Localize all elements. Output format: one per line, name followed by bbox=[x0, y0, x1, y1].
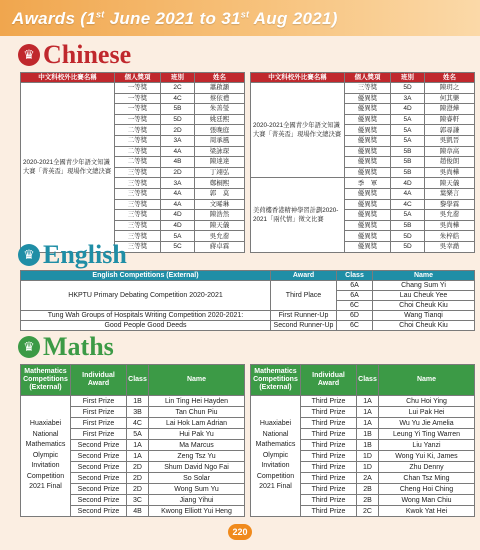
class-cell: 1D bbox=[357, 451, 379, 462]
award-cell: Second Prize bbox=[71, 495, 127, 506]
name-cell: Zhu Denny bbox=[379, 462, 475, 473]
name-cell: Hui Pak Yu bbox=[149, 429, 245, 440]
page-title: Awards (1st June 2021 to 31st Aug 2021) bbox=[12, 9, 338, 28]
award-cell: 三等獎 bbox=[115, 231, 161, 242]
name-cell: Kwok Yat Hei bbox=[379, 506, 475, 517]
award-cell: 優異獎 bbox=[345, 104, 391, 115]
name-cell: 陳睿軒 bbox=[425, 114, 475, 125]
class-cell: 5D bbox=[391, 231, 425, 242]
name-cell: Lai Hok Lam Adrian bbox=[149, 418, 245, 429]
class-cell: 1B bbox=[357, 440, 379, 451]
class-cell: 5A bbox=[161, 231, 195, 242]
col-competition: 中文科校外比賽名稱 bbox=[251, 73, 345, 83]
name-cell: 陳達達 bbox=[195, 157, 245, 168]
class-cell: 3B bbox=[127, 407, 149, 418]
award-cell: First Prize bbox=[71, 407, 127, 418]
competition-name: 2020-2021全國青少年語文知識大賽「菁英盃」現場作文總決賽 bbox=[21, 83, 115, 253]
name-cell: 朱善瑩 bbox=[195, 104, 245, 115]
class-cell: 4A bbox=[391, 188, 425, 199]
award-cell: 二等獎 bbox=[115, 157, 161, 168]
col-competition: 中文科校外比賽名稱 bbox=[21, 73, 115, 83]
competition-name: Huaxiabei National Mathematics Olympic Invitation Competition 2021 Final bbox=[21, 396, 71, 517]
award-cell: Second Runner-Up bbox=[271, 321, 337, 331]
award-cell: Third Prize bbox=[301, 473, 357, 484]
award-cell: Third Prize bbox=[301, 407, 357, 418]
col-name: Name bbox=[379, 365, 475, 396]
class-cell: 5C bbox=[161, 241, 195, 252]
class-cell: 3A bbox=[161, 135, 195, 146]
class-cell: 2C bbox=[161, 83, 195, 94]
name-cell: Cheng Hoi Ching bbox=[379, 484, 475, 495]
name-cell: Lau Cheuk Yee bbox=[373, 291, 475, 301]
award-cell: 一等獎 bbox=[115, 83, 161, 94]
name-cell: 丁翊弘 bbox=[195, 167, 245, 178]
col-name: 姓名 bbox=[425, 73, 475, 83]
name-cell: 陳韋高 bbox=[425, 146, 475, 157]
col-class: Class bbox=[357, 365, 379, 396]
name-cell: 何其樂 bbox=[425, 93, 475, 104]
name-cell: Lin Ting Hei Hayden bbox=[149, 396, 245, 407]
name-cell: 吳凱晉 bbox=[425, 135, 475, 146]
award-cell: 優異獎 bbox=[345, 114, 391, 125]
table-header-row bbox=[251, 73, 475, 83]
name-cell: Zeng Tsz Yu bbox=[149, 451, 245, 462]
class-cell: 2D bbox=[161, 125, 195, 136]
class-cell: 3A bbox=[391, 93, 425, 104]
name-cell: 陳澄燁 bbox=[425, 104, 475, 115]
maths-section-heading bbox=[18, 333, 114, 361]
class-cell: 2D bbox=[127, 473, 149, 484]
award-cell: Second Prize bbox=[71, 506, 127, 517]
competition-name: HKPTU Primary Debating Competition 2020-2021 bbox=[21, 281, 271, 311]
name-cell: Wang Tianqi bbox=[373, 311, 475, 321]
award-cell: 一等獎 bbox=[115, 93, 161, 104]
name-cell: 朱梓皓 bbox=[425, 231, 475, 242]
class-cell: 3C bbox=[127, 495, 149, 506]
award-cell: First Prize bbox=[71, 396, 127, 407]
award-cell: Third Prize bbox=[301, 418, 357, 429]
class-cell: 1D bbox=[357, 462, 379, 473]
name-cell: 吳允蕎 bbox=[195, 231, 245, 242]
class-cell: 4D bbox=[391, 178, 425, 189]
award-cell: 優異獎 bbox=[345, 125, 391, 136]
award-cell: 季 軍 bbox=[345, 178, 391, 189]
class-cell: 5D bbox=[391, 83, 425, 94]
award-cell: 一等獎 bbox=[115, 104, 161, 115]
class-cell: 2D bbox=[161, 167, 195, 178]
class-cell: 6C bbox=[337, 301, 373, 311]
name-cell: 張晚庭 bbox=[195, 125, 245, 136]
maths-table-right bbox=[250, 364, 474, 517]
name-cell: Choi Cheuk Kiu bbox=[373, 321, 475, 331]
col-name: 姓名 bbox=[195, 73, 245, 83]
name-cell: 吳幸澔 bbox=[425, 241, 475, 252]
name-cell: 趙俊朗 bbox=[425, 157, 475, 168]
competition-name: 美荷樓香港精神學習計劃2020-2021「兩代情」徵文比賽 bbox=[251, 178, 345, 252]
page-number: 220 bbox=[228, 524, 252, 540]
class-cell: 6C bbox=[337, 321, 373, 331]
award-cell: 二等獎 bbox=[115, 146, 161, 157]
name-cell: Liu Yanzi bbox=[379, 440, 475, 451]
award-cell: Third Prize bbox=[301, 429, 357, 440]
competition-name: Good People Good Deeds bbox=[21, 321, 271, 331]
class-cell: 4C bbox=[391, 199, 425, 210]
class-cell: 4B bbox=[161, 157, 195, 168]
award-cell: 三等獎 bbox=[115, 178, 161, 189]
trophy-icon: ♛ bbox=[18, 336, 40, 358]
maths-table-left bbox=[20, 364, 244, 517]
class-cell: 1B bbox=[357, 429, 379, 440]
award-cell: Third Place bbox=[271, 281, 337, 311]
class-cell: 6A bbox=[337, 291, 373, 301]
award-cell: 三等獎 bbox=[115, 199, 161, 210]
class-cell: 5A bbox=[391, 125, 425, 136]
award-cell: 優異獎 bbox=[345, 157, 391, 168]
class-cell: 4A bbox=[161, 146, 195, 157]
col-competition: English Competitions (External) bbox=[21, 271, 271, 281]
award-cell: 二等獎 bbox=[115, 135, 161, 146]
name-cell: 吳允蕎 bbox=[425, 210, 475, 221]
competition-name: Tung Wah Groups of Hospitals Writing Competition 2020-2021: bbox=[21, 311, 271, 321]
award-cell: 優異獎 bbox=[345, 220, 391, 231]
award-cell: 三等獎 bbox=[115, 210, 161, 221]
name-cell: 郭尋謙 bbox=[425, 125, 475, 136]
name-cell: 葉樂言 bbox=[425, 188, 475, 199]
class-cell: 1A bbox=[357, 418, 379, 429]
name-cell: Wu Yu Jie Amelia bbox=[379, 418, 475, 429]
name-cell: Choi Cheuk Kiu bbox=[373, 301, 475, 311]
award-cell: 優異獎 bbox=[345, 146, 391, 157]
class-cell: 5B bbox=[391, 167, 425, 178]
name-cell: 郭 莫 bbox=[195, 188, 245, 199]
chinese-section-heading bbox=[18, 41, 131, 69]
name-cell: 陳浩然 bbox=[195, 210, 245, 221]
award-cell: First Prize bbox=[71, 418, 127, 429]
class-cell: 1A bbox=[127, 440, 149, 451]
name-cell: Jiang Yihui bbox=[149, 495, 245, 506]
english-table bbox=[20, 270, 474, 331]
award-cell: 三等獎 bbox=[115, 167, 161, 178]
class-cell: 6D bbox=[337, 311, 373, 321]
award-cell: Third Prize bbox=[301, 495, 357, 506]
award-cell: Third Prize bbox=[301, 396, 357, 407]
award-cell: Second Prize bbox=[71, 451, 127, 462]
table-row bbox=[251, 178, 475, 189]
class-cell: 2D bbox=[127, 462, 149, 473]
name-cell: Wong Sum Yu bbox=[149, 484, 245, 495]
name-cell: 周承風 bbox=[195, 135, 245, 146]
class-cell: 3A bbox=[161, 178, 195, 189]
name-cell: 陳天儀 bbox=[425, 178, 475, 189]
award-cell: 三等獎 bbox=[115, 220, 161, 231]
name-cell: 蔡依禮 bbox=[195, 93, 245, 104]
class-cell: 5D bbox=[391, 241, 425, 252]
col-competition: Mathematics Competitions (External) bbox=[251, 365, 301, 396]
col-name: Name bbox=[149, 365, 245, 396]
class-cell: 4C bbox=[161, 93, 195, 104]
name-cell: 陳天儀 bbox=[195, 220, 245, 231]
table-row bbox=[251, 396, 475, 407]
award-cell: Second Prize bbox=[71, 473, 127, 484]
table-header-row bbox=[21, 73, 245, 83]
col-competition: Mathematics Competitions (External) bbox=[21, 365, 71, 396]
name-cell: 鄭桐熙 bbox=[195, 178, 245, 189]
name-cell: Kwong Elliott Yui Heng bbox=[149, 506, 245, 517]
class-cell: 5A bbox=[127, 429, 149, 440]
col-award: 個人獎項 bbox=[345, 73, 391, 83]
class-cell: 2D bbox=[127, 484, 149, 495]
name-cell: So Solar bbox=[149, 473, 245, 484]
name-cell: 黎學霖 bbox=[425, 199, 475, 210]
award-cell: Third Prize bbox=[301, 440, 357, 451]
table-header-row bbox=[21, 271, 475, 281]
class-cell: 4B bbox=[127, 506, 149, 517]
class-cell: 5B bbox=[161, 104, 195, 115]
col-award: Individual Award bbox=[71, 365, 127, 396]
class-cell: 2A bbox=[357, 473, 379, 484]
name-cell: Chan Tsz Ming bbox=[379, 473, 475, 484]
class-cell: 2B bbox=[357, 495, 379, 506]
col-class: Class bbox=[127, 365, 149, 396]
award-cell: 優異獎 bbox=[345, 231, 391, 242]
award-cell: 一等獎 bbox=[115, 114, 161, 125]
award-cell: First Runner-Up bbox=[271, 311, 337, 321]
class-cell: 5B bbox=[391, 220, 425, 231]
award-cell: 優異獎 bbox=[345, 93, 391, 104]
table-row bbox=[21, 396, 245, 407]
competition-name: 2020-2021全國青少年語文知識大賽「菁英盃」現場作文總決賽 bbox=[251, 83, 345, 178]
header-banner bbox=[0, 0, 480, 36]
name-cell: 吳尚樺 bbox=[425, 220, 475, 231]
class-cell: 4A bbox=[161, 199, 195, 210]
col-award: Individual Award bbox=[301, 365, 357, 396]
table-row bbox=[21, 321, 475, 331]
award-cell: 優異獎 bbox=[345, 167, 391, 178]
award-cell: 三等獎 bbox=[345, 83, 391, 94]
trophy-icon: ♛ bbox=[18, 244, 40, 266]
name-cell: Lui Pak Hei bbox=[379, 407, 475, 418]
name-cell: 梁詠琛 bbox=[195, 146, 245, 157]
col-class: 班別 bbox=[161, 73, 195, 83]
competition-name: Huaxiabei National Mathematics Olympic Invitation Competition 2021 Final bbox=[251, 396, 301, 517]
class-cell: 1B bbox=[127, 396, 149, 407]
class-cell: 4D bbox=[391, 104, 425, 115]
name-cell: Wong Yui Ki, James bbox=[379, 451, 475, 462]
name-cell: Wong Man Chiu bbox=[379, 495, 475, 506]
class-cell: 5B bbox=[391, 157, 425, 168]
class-cell: 4C bbox=[127, 418, 149, 429]
class-cell: 5D bbox=[161, 114, 195, 125]
award-cell: 二等獎 bbox=[115, 125, 161, 136]
award-cell: 優異獎 bbox=[345, 135, 391, 146]
class-cell: 4D bbox=[161, 220, 195, 231]
class-cell: 5A bbox=[391, 135, 425, 146]
award-cell: Second Prize bbox=[71, 484, 127, 495]
col-award: 個人獎項 bbox=[115, 73, 161, 83]
award-cell: First Prize bbox=[71, 429, 127, 440]
class-cell: 1A bbox=[357, 396, 379, 407]
chinese-table-left bbox=[20, 72, 244, 253]
maths-title: Maths bbox=[43, 332, 114, 361]
table-row bbox=[251, 83, 475, 94]
award-cell: Third Prize bbox=[301, 451, 357, 462]
trophy-icon: ♛ bbox=[18, 44, 40, 66]
class-cell: 4D bbox=[161, 210, 195, 221]
name-cell: Chu Hoi Ying bbox=[379, 396, 475, 407]
name-cell: Ma Marcus bbox=[149, 440, 245, 451]
col-name: Name bbox=[373, 271, 475, 281]
table-header-row bbox=[251, 365, 475, 396]
award-cell: 三等獎 bbox=[115, 241, 161, 252]
name-cell: Shum David Ngo Fai bbox=[149, 462, 245, 473]
col-class: Class bbox=[337, 271, 373, 281]
chinese-table-right bbox=[250, 72, 474, 253]
award-cell: Third Prize bbox=[301, 462, 357, 473]
award-cell: Third Prize bbox=[301, 484, 357, 495]
class-cell: 4A bbox=[161, 188, 195, 199]
name-cell: 蔣卓霖 bbox=[195, 241, 245, 252]
name-cell: 文晞琳 bbox=[195, 199, 245, 210]
class-cell: 2C bbox=[357, 506, 379, 517]
table-header-row bbox=[21, 365, 245, 396]
award-cell: 優異獎 bbox=[345, 188, 391, 199]
class-cell: 5B bbox=[391, 146, 425, 157]
name-cell: Chang Sum Yi bbox=[373, 281, 475, 291]
table-row bbox=[21, 311, 475, 321]
name-cell: 吳尚樺 bbox=[425, 167, 475, 178]
name-cell: 姚廷熙 bbox=[195, 114, 245, 125]
award-cell: 優異獎 bbox=[345, 241, 391, 252]
award-cell: Second Prize bbox=[71, 440, 127, 451]
english-section-heading bbox=[18, 241, 127, 269]
chinese-title: Chinese bbox=[43, 40, 132, 69]
award-cell: 優異獎 bbox=[345, 210, 391, 221]
award-cell: 三等獎 bbox=[115, 188, 161, 199]
award-cell: Second Prize bbox=[71, 462, 127, 473]
class-cell: 5A bbox=[391, 114, 425, 125]
english-title: English bbox=[43, 240, 127, 269]
col-award: Award bbox=[271, 271, 337, 281]
name-cell: 蕭啟灝 bbox=[195, 83, 245, 94]
class-cell: 5A bbox=[391, 210, 425, 221]
class-cell: 2B bbox=[357, 484, 379, 495]
name-cell: Leung Yi Ting Warren bbox=[379, 429, 475, 440]
class-cell: 1A bbox=[127, 451, 149, 462]
class-cell: 1A bbox=[357, 407, 379, 418]
award-cell: Third Prize bbox=[301, 506, 357, 517]
class-cell: 6A bbox=[337, 281, 373, 291]
table-row bbox=[21, 83, 245, 94]
name-cell: 陳玥之 bbox=[425, 83, 475, 94]
award-cell: 優異獎 bbox=[345, 199, 391, 210]
table-row bbox=[21, 281, 475, 291]
col-class: 班別 bbox=[391, 73, 425, 83]
name-cell: Tan Chun Piu bbox=[149, 407, 245, 418]
